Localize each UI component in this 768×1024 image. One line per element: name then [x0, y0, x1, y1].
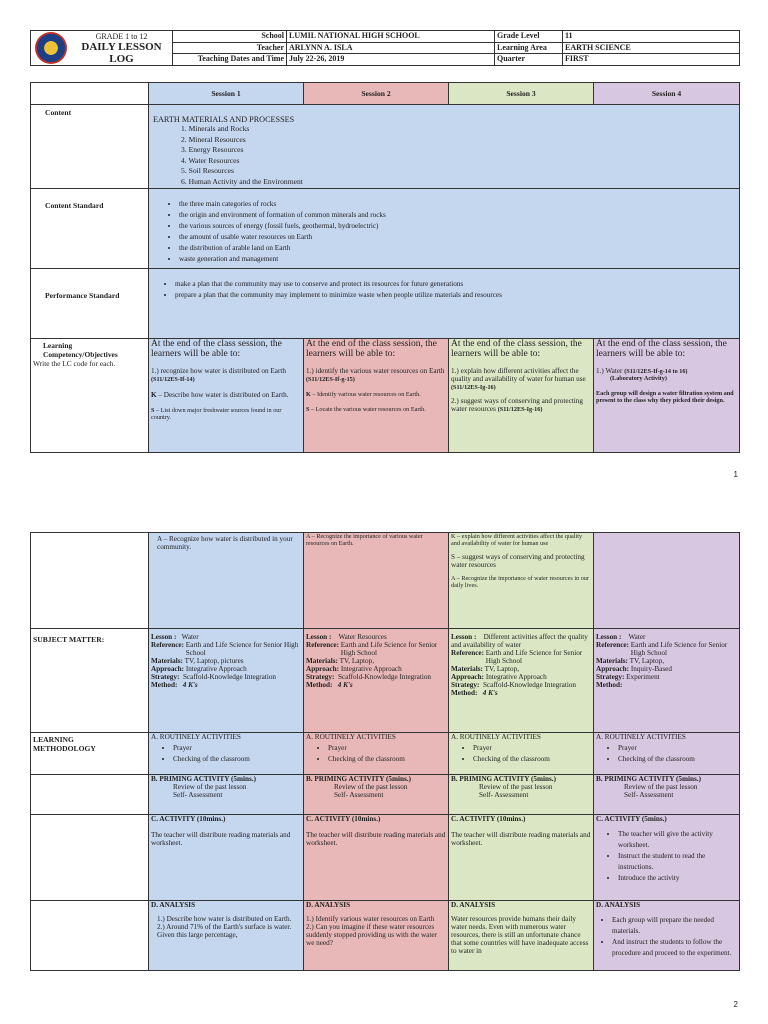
materials-key: Materials: [596, 657, 628, 665]
competency-s4-desc: Each group will design a water filtration system and present to the class why they picked their design. [596, 390, 734, 404]
session-3-header: Session 3 [449, 83, 594, 105]
method-key: Method: [306, 681, 333, 689]
routine-item: • Prayer [328, 743, 446, 754]
content-item: 2. Mineral Resources [181, 134, 246, 144]
activity-heading: C. ACTIVITY (10mins.) [306, 815, 381, 823]
content-item: 1. Minerals and Rocks [181, 124, 250, 133]
reference-key: Reference: [596, 641, 629, 649]
routine-item: • Checking of the classroom [173, 754, 301, 765]
k-label: K [306, 391, 311, 398]
competency-s2-s: Locate the various water resources on Earth. [315, 406, 426, 413]
competency-session-1: At the end of the class session, the learners will be able to: 1.) recognize how water is distributed on Earth (S11/12ES-If-14) K – Describe how water is distributed on Earth. S – List down major freshwater sources found in our country. [149, 339, 304, 453]
priming-item: Self- Assessment [173, 791, 223, 799]
content-item: 5. Soil Resources [181, 166, 234, 175]
lc-code: (S11/12ES-If-g-14 to 16) [624, 368, 688, 375]
method-value: 4 K's [182, 681, 198, 689]
cont-s3-a: A – Recognize the importance of water resources in our daily lives. [451, 575, 589, 589]
competency-s1-k: Describe how water is distributed on Earth. [163, 391, 289, 399]
performance-standard-label: Performance Standard [31, 269, 149, 339]
competency-s3-b: 2.) suggest ways of conserving and protecting water resources [451, 397, 583, 413]
strategy-key: Strategy: [596, 673, 625, 681]
routine-item: • Checking of the classroom [618, 754, 737, 765]
quarter-value: FIRST [563, 54, 740, 66]
strategy-value: Scaffold-Knowledge Integration [482, 681, 577, 689]
s-label: S [151, 407, 155, 414]
session-4-header: Session 4 [594, 83, 740, 105]
analysis-item: 2.) Can you imagine if these water resources suddenly stopped providing us with the water we need? [306, 923, 437, 947]
analysis-item: 2.) Around 71% of the Earth's surface is water. Given this large percentage, [157, 923, 292, 939]
strategy-value: Scaffold-Knowledge Integration [182, 673, 277, 681]
lesson-value: Different activities affect the quality and availability of water [451, 633, 588, 649]
priming-session-1 [149, 775, 304, 815]
activity-item: • Instruct the student to read the instructions. [618, 851, 737, 873]
approach-key: Approach: [306, 665, 340, 673]
strategy-value: Experiment [626, 673, 660, 681]
subject-session-2 [304, 629, 449, 733]
strategy-value: Scaffold-Knowledge Integration [337, 673, 432, 681]
lc-code: (S11/12ES-Ig-16) [497, 406, 543, 413]
activity-item: • Introduce the activity [618, 873, 737, 884]
competency-intro: At the end of the class session, the learners will be able to: [596, 339, 727, 359]
routine-session-1 [149, 733, 304, 775]
routine-heading: A. ROUTINELY ACTIVITIES [451, 733, 541, 741]
subject-session-3 [449, 629, 594, 733]
strategy-key: Strategy: [451, 681, 480, 689]
method-value: 4 K's [482, 689, 498, 697]
reference-value: Earth and Life Science for Senior High School [340, 641, 438, 657]
approach-key: Approach: [451, 673, 485, 681]
deped-seal-icon [35, 32, 67, 64]
strategy-key: Strategy: [306, 673, 335, 681]
content-label: Content [31, 105, 149, 189]
priming-item: Review of the past lesson [173, 783, 247, 791]
priming-heading: B. PRIMING ACTIVITY (5mins.) [451, 775, 556, 783]
school-label: School [173, 31, 287, 43]
strategy-key: Strategy: [151, 673, 180, 681]
activity-text: The teacher will distribute reading materials and worksheet. [451, 831, 591, 847]
materials-value: TV, Laptop, [339, 657, 375, 665]
priming-item: Self- Assessment [479, 791, 529, 799]
subject-session-1 [149, 629, 304, 733]
learning-area-value: EARTH SCIENCE [563, 42, 740, 54]
priming-heading: B. PRIMING ACTIVITY (5mins.) [306, 775, 411, 783]
competency-label-2: Competency/Objectives [43, 350, 118, 359]
cont-s3-s: S – suggest ways of conserving and protecting water resources [451, 553, 585, 569]
lesson-value: Water [181, 633, 199, 641]
priming-heading: B. PRIMING ACTIVITY (5mins.) [596, 775, 701, 783]
priming-item: Review of the past lesson [624, 783, 698, 791]
activity-session-3 [449, 815, 594, 901]
blank-label-cell [31, 901, 149, 971]
reference-key: Reference: [151, 641, 184, 649]
lc-code: (S11/12ES-If-14) [151, 376, 195, 383]
cont-session-2 [304, 533, 449, 629]
materials-value: TV, Laptop, [629, 657, 665, 665]
blank-label-cell [31, 533, 149, 629]
priming-heading: B. PRIMING ACTIVITY (5mins.) [151, 775, 256, 783]
competency-label-3: Write the LC code for each. [33, 359, 116, 368]
routine-heading: A. ROUTINELY ACTIVITIES [306, 733, 396, 741]
grade-text: GRADE 1 to 12 [95, 31, 148, 41]
standard-item: • the distribution of arable land on Earth [179, 243, 735, 254]
competency-label-1: Learning [43, 341, 73, 350]
reference-value: Earth and Life Science for Senior High School [185, 641, 299, 657]
reference-value: Earth and Life Science for Senior High School [485, 649, 583, 665]
routine-item: • Prayer [618, 743, 737, 754]
method-value: 4 K's [337, 681, 353, 689]
blank-label-cell [31, 775, 149, 815]
dll-title-log: LOG [109, 52, 134, 65]
content-standard-cell [149, 189, 740, 269]
competency-session-3 [449, 339, 594, 453]
session-2-header: Session 2 [304, 83, 449, 105]
analysis-session-2 [304, 901, 449, 971]
routine-heading: A. ROUTINELY ACTIVITIES [596, 733, 686, 741]
competency-s2-k: Identify various water resources on Earth. [317, 391, 421, 398]
routine-item: • Prayer [173, 743, 301, 754]
competency-label-cell [31, 339, 149, 453]
content-heading: EARTH MATERIALS AND PROCESSES [153, 115, 295, 124]
priming-item: Review of the past lesson [334, 783, 408, 791]
cont-session-1 [149, 533, 304, 629]
k-label: K [151, 391, 157, 399]
school-value: LUMIL NATIONAL HIGH SCHOOL [287, 31, 495, 43]
standard-item: • the three main categories of rocks [179, 199, 735, 210]
activity-heading: C. ACTIVITY (5mins.) [596, 815, 667, 823]
lc-code: (S11/12ES-Ig-16) [451, 384, 496, 391]
routine-item: • Checking of the classroom [473, 754, 591, 765]
lesson-value: Water [628, 633, 646, 641]
activity-item: • The teacher will give the activity worksheet. [618, 829, 737, 851]
s-label: S [306, 406, 310, 413]
competency-intro: At the end of the class session, the learners will be able to: [451, 339, 582, 359]
cont-session-4 [594, 533, 740, 629]
teacher-value: ARLYNN A. ISLA [287, 42, 495, 54]
teacher-label: Teacher [173, 42, 287, 54]
reference-key: Reference: [451, 649, 484, 657]
competency-s1-a: 1.) recognize how water is distributed on Earth [151, 367, 286, 375]
approach-value: Inquiry-Based [630, 665, 672, 673]
learning-area-label: Learning Area [495, 42, 563, 54]
methodology-label-2: METHODOLOGY [33, 744, 96, 753]
analysis-heading: D. ANALYSIS [306, 901, 351, 909]
lesson-key: Lesson : [151, 633, 177, 641]
priming-session-3 [449, 775, 594, 815]
dates-label: Teaching Dates and Time [173, 54, 287, 66]
analysis-heading: D. ANALYSIS [596, 901, 641, 909]
lab-activity-note: (Laboratory Activity) [610, 375, 667, 382]
content-item: 6. Human Activity and the Environment [181, 176, 303, 186]
method-key: Method: [451, 689, 478, 697]
lesson-value: Water Resources [338, 633, 387, 641]
lesson-table-continued [30, 532, 740, 971]
cont-s2-text: A – Recognize the importance of various water resources on Earth. [306, 533, 423, 547]
content-cell [149, 105, 740, 189]
priming-session-4 [594, 775, 740, 815]
analysis-item: 1.) Identify various water resources on Earth [306, 915, 435, 923]
analysis-item: • And instruct the students to follow the procedure and proceed to the experiment. [612, 937, 737, 959]
activity-heading: C. ACTIVITY (10mins.) [151, 815, 226, 823]
reference-value: Earth and Life Science for Senior High School [630, 641, 728, 657]
materials-key: Materials: [306, 657, 338, 665]
lesson-key: Lesson : [451, 633, 477, 641]
page-number: 1 [733, 470, 738, 479]
standard-item: • waste generation and management [179, 254, 735, 265]
standard-item: • the amount of usable water resources on Earth [179, 232, 735, 243]
analysis-item: • Each group will prepare the needed materials. [612, 915, 737, 937]
blank-label-cell [31, 815, 149, 901]
performance-standard-cell [149, 269, 740, 339]
competency-s1-s: List down major freshwater sources found in our country. [151, 407, 282, 421]
activity-text: The teacher will distribute reading materials and worksheet. [306, 831, 446, 847]
approach-value: Integrative Approach [185, 665, 247, 673]
activity-session-1 [149, 815, 304, 901]
priming-item: Review of the past lesson [479, 783, 553, 791]
grade-level-label: Grade Level [495, 31, 563, 43]
activity-heading: C. ACTIVITY (10mins.) [451, 815, 526, 823]
page-1 [0, 0, 768, 500]
analysis-heading: D. ANALYSIS [151, 901, 196, 909]
competency-intro: At the end of the class session, the learners will be able to: [306, 339, 437, 359]
priming-item: Self- Assessment [334, 791, 384, 799]
activity-session-4 [594, 815, 740, 901]
analysis-session-4 [594, 901, 740, 971]
header-table [30, 30, 740, 66]
methodology-label-cell [31, 733, 149, 775]
routine-heading: A. ROUTINELY ACTIVITIES [151, 733, 241, 741]
content-standard-label: Content Standard [31, 189, 149, 269]
routine-item: • Prayer [473, 743, 591, 754]
competency-session-2: At the end of the class session, the learners will be able to: 1.) identify the various water resources on Earth (S11/12ES-If-g-15) K – Identify various water resources on Earth. S – Locate the various water resources on Earth. [304, 339, 449, 453]
cont-session-3 [449, 533, 594, 629]
lesson-key: Lesson : [596, 633, 622, 641]
routine-session-4 [594, 733, 740, 775]
method-key: Method: [151, 681, 178, 689]
analysis-item: 1.) Describe how water is distributed on Earth. [157, 915, 292, 923]
subject-session-4 [594, 629, 740, 733]
content-item: 4. Water Resources [181, 155, 240, 165]
competency-intro: At the end of the class session, the learners will be able to: [151, 339, 282, 359]
grade-level-value: 11 [563, 31, 740, 43]
competency-s3-a: 1.) explain how different activities affect the quality and availability of water for human use [451, 367, 586, 383]
activity-text: The teacher will distribute reading materials and worksheet. [151, 831, 291, 847]
method-key: Method: [596, 681, 623, 689]
competency-session-4 [594, 339, 740, 453]
routine-session-3 [449, 733, 594, 775]
cont-s3-k: K – explain how different activities affect the quality and availability of water for human use [451, 533, 583, 547]
analysis-text: Water resources provide humans their daily water needs. Even with numerous water resources, there is still an unfortunate chance that some countries will have inadequate access to water in [451, 915, 589, 955]
materials-key: Materials: [151, 657, 183, 665]
reference-key: Reference: [306, 641, 339, 649]
standard-item: • the various sources of energy (fossil fuels, geothermal, hydroelectric) [179, 221, 735, 232]
cont-s1-text: A – Recognize how water is distributed in your community. [157, 535, 293, 551]
dates-value: July 22-26, 2019 [287, 54, 495, 66]
competency-s4-a: 1.) Water [596, 367, 623, 375]
routine-item: • Checking of the classroom [328, 754, 446, 765]
approach-value: Integrative Approach [485, 673, 547, 681]
content-item: 3. Energy Resources [181, 145, 244, 154]
corner-cell [31, 83, 149, 105]
approach-key: Approach: [151, 665, 185, 673]
priming-item: Self- Assessment [624, 791, 674, 799]
methodology-label-1: LEARNING [33, 735, 74, 744]
performance-item: • make a plan that the community may use to conserve and protect its resources for future generations [175, 279, 735, 290]
analysis-session-3 [449, 901, 594, 971]
materials-key: Materials: [451, 665, 483, 673]
routine-session-2 [304, 733, 449, 775]
lesson-key: Lesson : [306, 633, 332, 641]
page-number: 2 [733, 1000, 738, 1009]
standard-item: • the origin and environment of formation of common minerals and rocks [179, 210, 735, 221]
approach-key: Approach: [596, 665, 630, 673]
session-1-header: Session 1 [149, 83, 304, 105]
subject-matter-label: SUBJECT MATTER: [31, 629, 149, 733]
quarter-label: Quarter [495, 54, 563, 66]
materials-value: TV, Laptop, pictures [184, 657, 244, 665]
analysis-heading: D. ANALYSIS [451, 901, 496, 909]
dll-title: DAILY LESSON [81, 40, 162, 53]
approach-value: Integrative Approach [340, 665, 402, 673]
priming-session-2 [304, 775, 449, 815]
materials-value: TV, Laptop, [484, 665, 520, 673]
lc-code: (S11/12ES-If-g-15) [306, 376, 355, 383]
lesson-table [30, 82, 740, 453]
competency-s2-a: 1.) identify the various water resources on Earth [306, 367, 445, 375]
activity-session-2 [304, 815, 449, 901]
performance-item: • prepare a plan that the community may implement to minimize waste when people utilize materials and resources [175, 290, 735, 301]
analysis-session-1 [149, 901, 304, 971]
